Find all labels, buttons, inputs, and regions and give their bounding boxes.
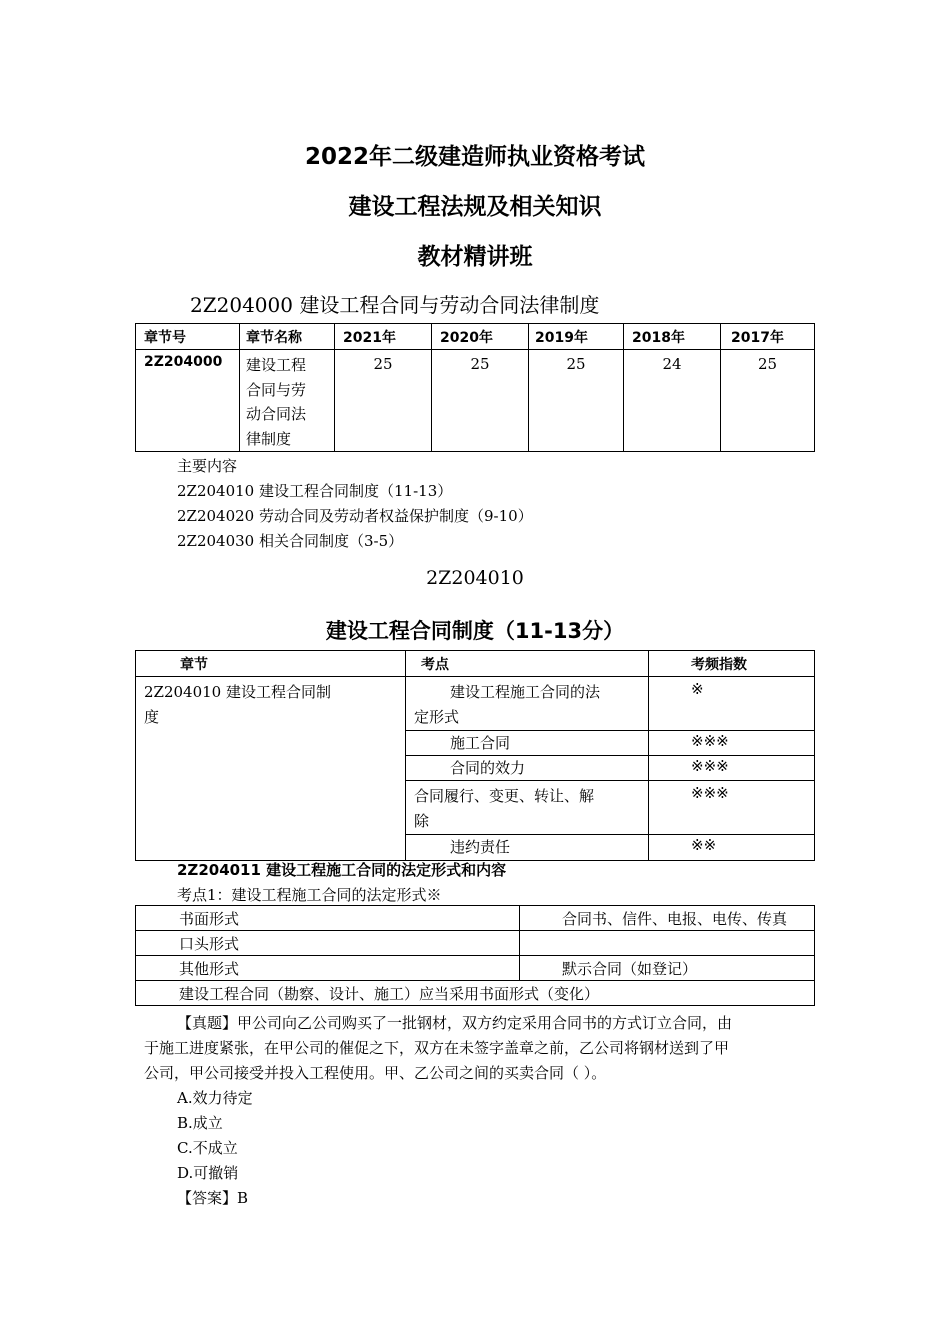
chapter-name-line: 合同与劳: [246, 380, 307, 399]
main-content-item: 2Z204030 相关合同制度（3-5）: [177, 532, 404, 550]
form-type-cell: 口头形式: [136, 931, 520, 956]
chapter-heading: 2Z204000 建设工程合同与劳动合同法律制度: [190, 293, 600, 317]
points-table: [135, 650, 815, 861]
section-title: 建设工程合同制度（11-13分）: [325, 619, 625, 643]
form-example-cell: 合同书、信件、电报、电传、传真: [520, 906, 815, 931]
chapter-name-line: 律制度: [246, 429, 292, 448]
point-cell: 违约责任: [406, 835, 649, 861]
subject-title: 建设工程法规及相关知识: [348, 194, 602, 220]
form-type-cell: 其他形式: [136, 956, 520, 981]
frequency-cell: ※※: [649, 835, 815, 861]
point-line: 除: [414, 812, 430, 830]
answer: 【答案】B: [177, 1189, 249, 1207]
score-table: [135, 323, 815, 452]
header-frequency: 考频指数: [649, 651, 815, 677]
header-year-2021: 2021年: [335, 324, 432, 350]
point-line: 建设工程施工合同的法: [450, 683, 601, 701]
option-c: C.不成立: [177, 1139, 238, 1157]
score-2021: 25: [335, 350, 432, 452]
kaodian-heading: 考点1：建设工程施工合同的法定形式※: [177, 886, 442, 904]
document-title: 2022年二级建造师执业资格考试: [304, 144, 645, 170]
point-line: 定形式: [414, 708, 460, 726]
point-cell: 合同的效力: [406, 756, 649, 781]
option-d: D.可撤销: [177, 1164, 239, 1182]
point-cell: 施工合同: [406, 731, 649, 756]
header-year-2018: 2018年: [624, 324, 721, 350]
point-line: 合同履行、变更、转让、解: [414, 787, 595, 805]
point-cell: [406, 677, 649, 731]
form-example-cell: 默示合同（如登记）: [520, 956, 815, 981]
frequency-cell: ※※※: [649, 756, 815, 781]
header-year-2019: 2019年: [529, 324, 624, 350]
chapter-code-cell: 2Z204000: [136, 350, 240, 452]
chapter-name-line: 动合同法: [246, 405, 307, 423]
chapter-name-line: 建设工程: [246, 356, 307, 374]
score-2019: 25: [529, 350, 624, 452]
class-title: 教材精讲班: [417, 244, 533, 270]
chapter-line: 2Z204010 建设工程合同制: [144, 683, 331, 701]
chapter-name-cell: [240, 350, 335, 452]
header-year-2020: 2020年: [432, 324, 529, 350]
form-footer-cell: 建设工程合同（勘察、设计、施工）应当采用书面形式（变化）: [136, 981, 815, 1006]
question-line: 公司，甲公司接受并投入工程使用。甲、乙公司之间的买卖合同（ ）。: [144, 1064, 607, 1082]
form-example-cell: [520, 931, 815, 956]
main-content-item: 2Z204010 建设工程合同制度（11-13）: [177, 482, 453, 500]
subsection-heading: 2Z204011 建设工程施工合同的法定形式和内容: [177, 861, 507, 879]
points-chapter-cell: [136, 677, 406, 861]
header-point: 考点: [406, 651, 649, 677]
header-year-2017: 2017年: [721, 324, 815, 350]
section-code: 2Z204010: [426, 567, 524, 589]
score-2017: 25: [721, 350, 815, 452]
form-type-cell: 书面形式: [136, 906, 520, 931]
question-line: 于施工进度紧张，在甲公司的催促之下，双方在未签字盖章之前，乙公司将钢材送到了甲: [144, 1039, 730, 1057]
score-2020: 25: [432, 350, 529, 452]
header-chapter-name: 章节名称: [240, 324, 335, 350]
frequency-cell: ※※※: [649, 731, 815, 756]
score-2018: 24: [624, 350, 721, 452]
option-b: B.成立: [177, 1114, 223, 1132]
point-cell: [406, 781, 649, 835]
form-table: [135, 905, 815, 1006]
header-chapter-code: 章节号: [136, 324, 240, 350]
main-content-label: 主要内容: [177, 457, 238, 475]
frequency-cell: ※: [649, 677, 815, 731]
chapter-line: 度: [144, 708, 160, 726]
frequency-cell: ※※※: [649, 781, 815, 835]
header-chapter: 章节: [136, 651, 406, 677]
question-line: 【真题】甲公司向乙公司购买了一批钢材，双方约定采用合同书的方式订立合同，由: [177, 1014, 733, 1032]
main-content-item: 2Z204020 劳动合同及劳动者权益保护制度（9-10）: [177, 507, 533, 525]
option-a: A.效力待定: [177, 1089, 253, 1107]
